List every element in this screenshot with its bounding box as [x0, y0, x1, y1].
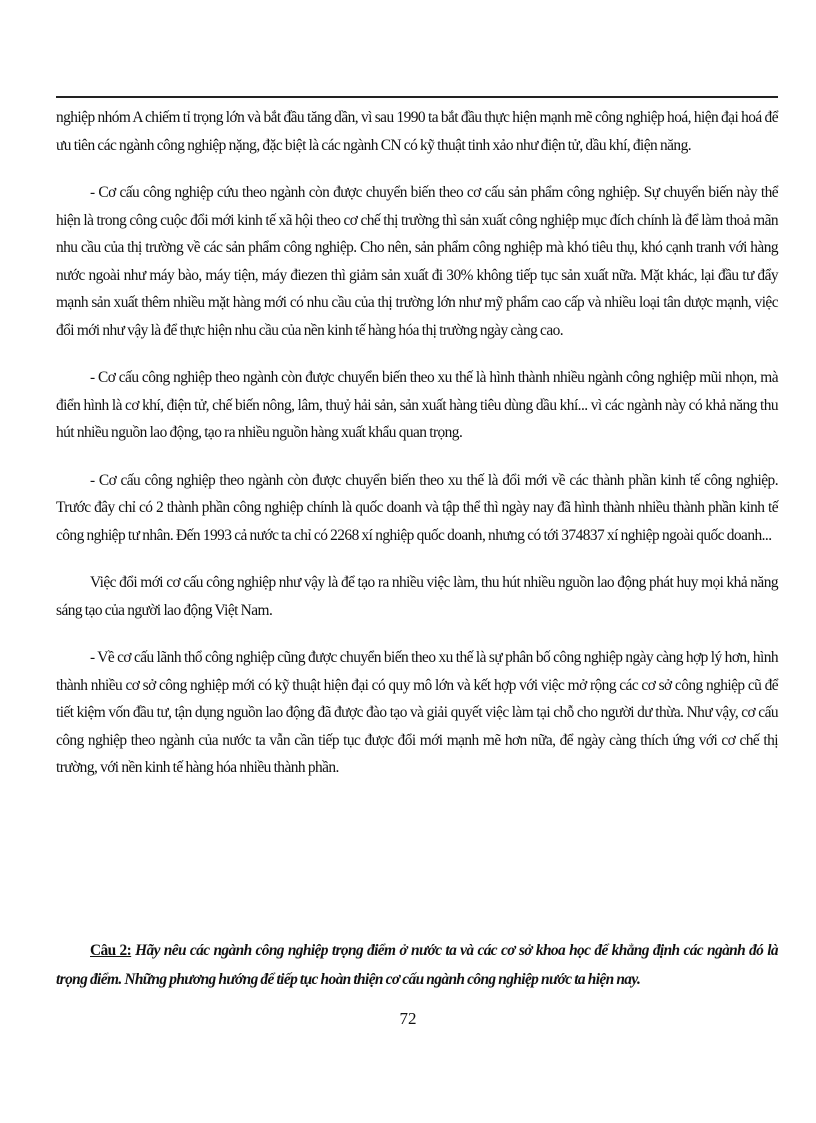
document-page [56, 96, 778, 802]
paragraph-spearhead-industries: - Cơ cấu công nghiệp theo ngành còn được chuyển biến theo xu thế là hình thành nhiều ngành công nghiệp mũi nhọn, mà điển hình là cơ khí, điện tử, chế biến nông, lâm, thuỷ hải sản, sản xuất hàng tiêu dùng dầu khí... vì các ngành này có khả năng thu hút nhiều nguồn lao động, tạo ra nhiều nguồn hàng xuất khẩu quan trọng. [56, 369, 778, 441]
question-heading [56, 936, 778, 994]
paragraph-economic-sectors: - Cơ cấu công nghiệp theo ngành còn được chuyển biến theo xu thế là đổi mới về các thành phần kinh tế công nghiệp. Trước đây chỉ có 2 thành phần công nghiệp chính là quốc doanh và tập thể thì ngày nay đã hình thành nhiều thành phần kinh tế công nghiệp tư nhân. Đến 1993 cả nước ta chỉ có 2268 xí nghiệp quốc doanh, nhưng có tới 374837 xí nghiệp ngoài quốc doanh... [56, 471, 778, 544]
paragraph-territorial-structure: - Về cơ cấu lãnh thổ công nghiệp cũng được chuyển biến theo xu thế là sự phân bố công nghiệp ngày càng hợp lý hơn, hình thành nhiều cơ sở công nghiệp mới có kỹ thuật hiện đại có quy mô lớn và kết hợp với việc mở rộng các cơ sở công nghiệp cũ để tiết kiệm vốn đầu tư, tận dụng nguồn lao động đã được đào tạo và giải quyết việc làm tại chỗ cho người dư thừa. Như vậy, cơ cấu công nghiệp theo ngành của nước ta vẫn cần tiếp tục được đổi mới mạnh mẽ hơn nữa, để ngày càng thích ứng với cơ chế thị trường, với nền kinh tế hàng hóa nhiều thành phần. [56, 649, 778, 776]
page-number: 72 [399, 1009, 417, 1028]
paragraph-employment: Việc đổi mới cơ cấu công nghiệp như vậy là để tạo ra nhiều việc làm, thu hút nhiều nguồn lao động phát huy mọi khả năng sáng tạo của người lao động Việt Nam. [56, 574, 778, 619]
top-divider [56, 96, 778, 98]
question-label: Câu 2: [90, 942, 132, 959]
paragraph-product-structure: - Cơ cấu công nghiệp cứu theo ngành còn được chuyển biến theo cơ cấu sản phẩm công nghiệp. Sự chuyển biến này thể hiện là trong công cuộc đổi mới kinh tế xã hội theo cơ chế thị trường thì sản xuất công nghiệp mục đích chính là để làm thoả mãn nhu cầu của thị trường về các sản phẩm công nghiệp. Cho nên, sản phẩm công nghiệp mà khó tiêu thụ, khó cạnh tranh với hàng nước ngoài như máy bào, máy tiện, máy điezen thì giảm sản xuất đi 30% không tiếp tục sản xuất nữa. Mặt khác, lại đầu tư đẩy mạnh sản xuất thêm nhiều mặt hàng mới có nhu cầu của thị trường lớn như mỹ phẩm cao cấp và nhiều loại tân dược mạnh, việc đổi mới như vậy là để thực hiện nhu cầu của nền kinh tế hàng hóa thị trường ngày càng cao. [56, 184, 778, 339]
question-text: Hãy nêu các ngành công nghiệp trọng điểm ở nước ta và các cơ sở khoa học để khẳng định các ngành đó là trọng điểm. Những phương hướng để tiếp tục hoàn thiện cơ cấu ngành công nghiệp nước ta hiện nay. [56, 942, 778, 988]
paragraph-continuation: nghiệp nhóm A chiếm tỉ trọng lớn và bắt đầu tăng dần, vì sau 1990 ta bắt đầu thực hiện mạnh mẽ công nghiệp hoá, hiện đại hoá để ưu tiên các ngành công nghiệp nặng, đặc biệt là các ngành CN có kỹ thuật tinh xảo như điện tử, dầu khí, điện năng. [56, 109, 778, 154]
